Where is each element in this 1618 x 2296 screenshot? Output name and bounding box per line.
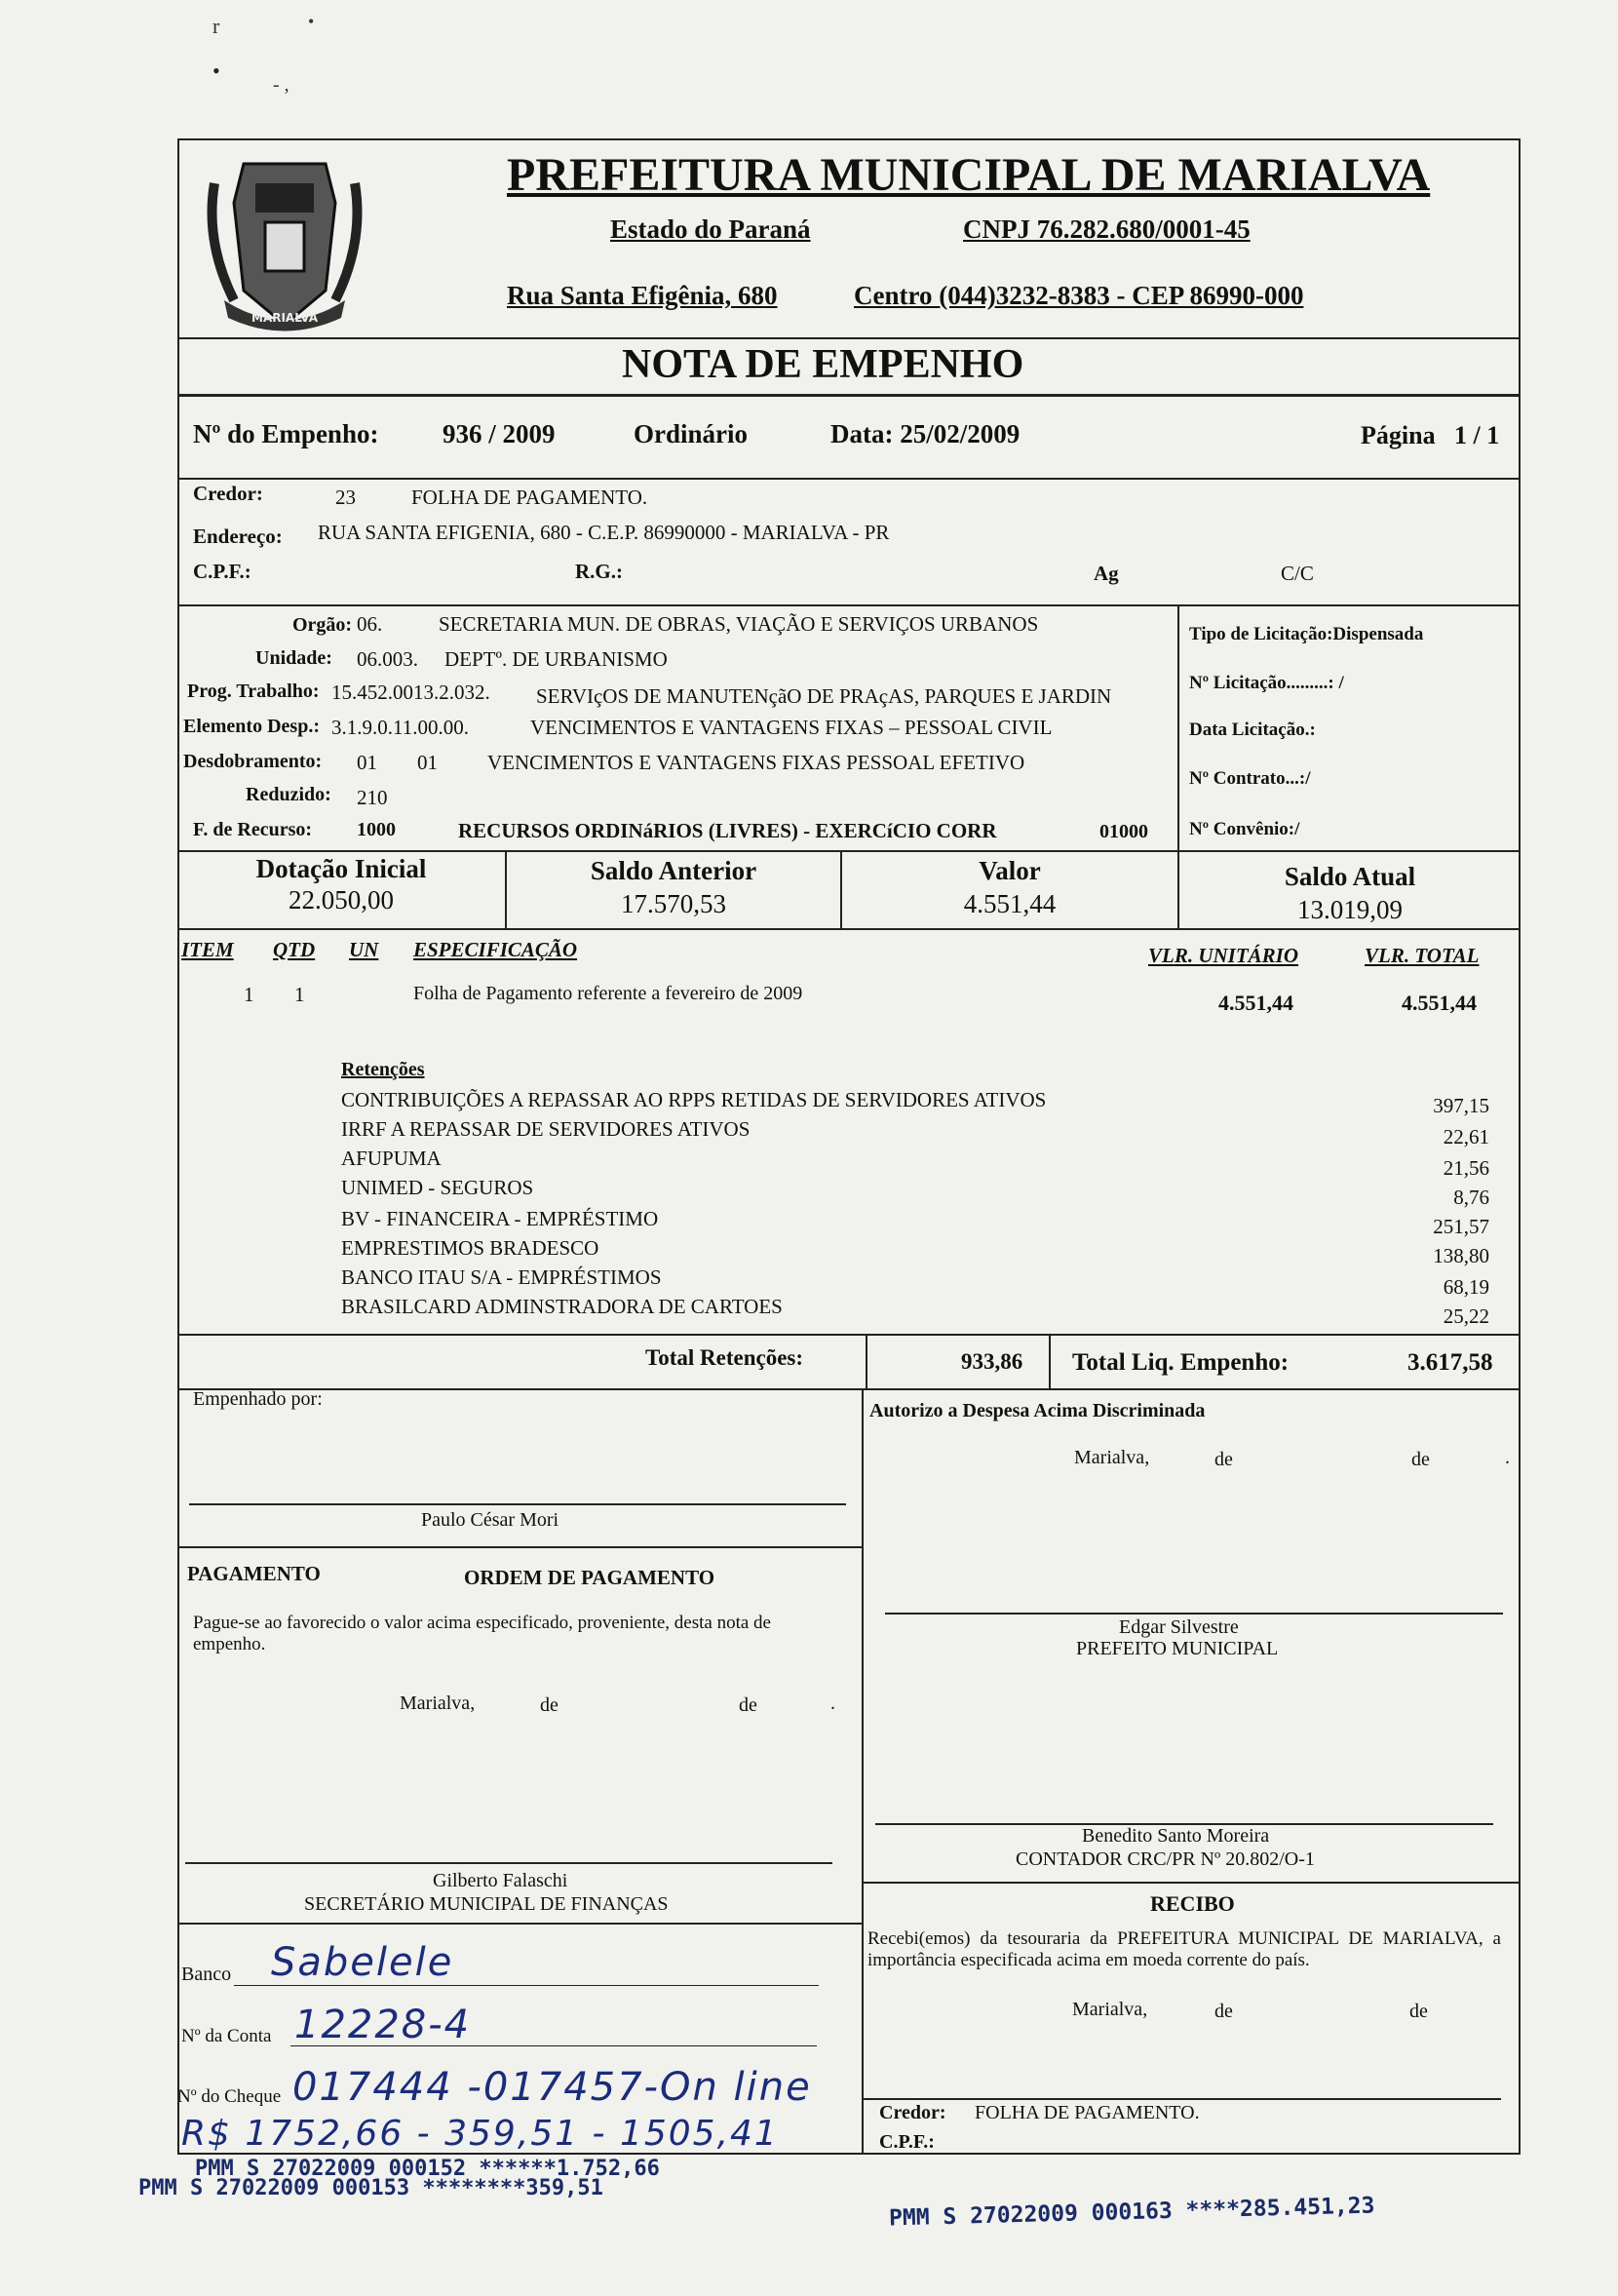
saldo-anterior-label: Saldo Anterior [590,856,757,885]
retencao-value: 22,61 [1443,1125,1489,1148]
divider [177,604,1521,606]
divider [177,394,1521,397]
licitacao-date: Data Licitação.: [1189,720,1316,740]
desdob-label: Desdobramento: [183,751,323,772]
rg-label: R.G.: [575,560,623,583]
trailing-dot: . [830,1693,835,1714]
cpf-label: C.P.F.: [193,560,251,583]
prog-name: SERVIçOS DE MANUTENçãO DE PRAçAS, PARQUES E JARDIN [536,684,1112,708]
signature-line [189,1503,846,1505]
retencao-value: 8,76 [1453,1186,1489,1209]
divider [177,928,1521,930]
retencao-value: 251,57 [1433,1215,1489,1238]
divider [177,1334,1521,1336]
scan-mark: r [212,14,220,38]
banco-handwritten: Sabelele [271,1940,454,1985]
empenho-number: 936 / 2009 [443,419,556,448]
elemento-label: Elemento Desp.: [183,716,320,737]
saldo-atual-value: 13.019,09 [1297,895,1403,924]
cheque-label: Nº do Cheque [177,2086,282,2107]
ordem-pagamento-label: ORDEM DE PAGAMENTO [464,1566,715,1589]
recurso-code-2: 01000 [1099,821,1148,842]
saldo-atual-label: Saldo Atual [1284,862,1416,891]
pagamento-label: PAGAMENTO [187,1562,321,1585]
crest-text: MARIALVA [251,311,318,325]
col-espec: ESPECIFICAÇÃO [413,938,578,961]
licitacao-type: Tipo de Licitação:Dispensada [1189,624,1424,644]
recibo-title: RECIBO [1150,1891,1235,1916]
empenhado-label: Empenhado por: [193,1388,323,1410]
place-label: Marialva, [400,1693,476,1714]
agency-label: Ag [1094,562,1119,585]
retencao-value: 25,22 [1443,1304,1489,1328]
item-total-value: 4.551,44 [1402,991,1477,1015]
col-un: UN [349,938,379,961]
recibo-cpf-label: C.P.F.: [879,2131,935,2153]
de-label: de [1411,1449,1430,1470]
field-line [234,1985,819,1986]
cnpj-label: CNPJ 76.282.680/0001-45 [963,214,1251,244]
retencao-value: 138,80 [1433,1244,1489,1267]
conta-handwritten: 12228-4 [294,2003,472,2047]
divider [177,1546,864,1548]
contrato-number: Nº Contrato...:/ [1189,768,1311,789]
de-label: de [1409,2001,1428,2022]
prefeito-title: PREFEITO MUNICIPAL [1076,1638,1279,1659]
divider [177,1923,864,1925]
rs-handwritten: R$ 1752,66 - 359,51 - 1505,41 [181,2114,779,2154]
credor-name: FOLHA DE PAGAMENTO. [411,486,648,509]
place-label: Marialva, [1074,1447,1150,1468]
secretario-title: SECRETÁRIO MUNICIPAL DE FINANÇAS [304,1893,669,1915]
elemento-name: VENCIMENTOS E VANTAGENS FIXAS – PESSOAL CIVIL [530,716,1053,739]
reduzido-label: Reduzido: [246,784,331,805]
prog-label: Prog. Trabalho: [187,681,320,702]
signature-line [885,1613,1503,1615]
dotacao-label: Dotação Inicial [255,854,427,883]
desdob-code-1: 01 [357,751,377,774]
secretario-name: Gilberto Falaschi [433,1870,568,1891]
address-label: Rua Santa Efigênia, 680 [507,281,778,310]
account-label: C/C [1281,562,1314,585]
divider [177,478,1521,480]
bank-stamp-1: PMM S 27022009 000152 ******1.752,66 [195,2157,660,2181]
col-qtd: QTD [273,938,316,961]
col-item: ITEM [181,938,234,961]
coat-of-arms-crest [195,144,374,339]
contador-title: CONTADOR CRC/PR Nº 20.802/O-1 [1016,1848,1315,1870]
document-type-title: NOTA DE EMPENHO [622,342,1024,387]
reduzido-value: 210 [357,786,388,809]
desdob-code-2: 01 [417,751,438,774]
divider [177,1388,1521,1390]
retencao-description: BANCO ITAU S/A - EMPRÉSTIMOS [341,1265,662,1289]
scan-mark: - , [273,74,289,96]
empenhado-name: Paulo César Mori [421,1509,559,1531]
scan-mark: • [212,58,220,83]
bank-stamp-2: PMM S 27022009 000153 ********359,51 [138,2176,603,2200]
address-contact-label: Centro (044)3232-8383 - CEP 86990-000 [854,281,1304,310]
recibo-credor-label: Credor: [879,2102,946,2123]
total-retencoes-value: 933,86 [961,1349,1023,1374]
cheque-handwritten: 017444 -017457-On line [292,2065,812,2110]
page-number: 1 / 1 [1454,421,1500,449]
divider [1049,1334,1051,1390]
desdob-name: VENCIMENTOS E VANTAGENS FIXAS PESSOAL EFETIVO [487,751,1025,774]
item-unit-value: 4.551,44 [1218,991,1293,1015]
convenio-number: Nº Convênio:/ [1189,819,1300,839]
empenho-type: Ordinário [634,419,749,448]
de-label: de [540,1694,559,1716]
scan-mark: • [308,12,315,31]
recurso-name: RECURSOS ORDINáRIOS (LIVRES) - EXERCíCIO CORR [458,819,997,842]
recibo-credor-name: FOLHA DE PAGAMENTO. [975,2102,1200,2123]
retencao-description: IRRF A REPASSAR DE SERVIDORES ATIVOS [341,1117,751,1141]
state-label: Estado do Paraná [610,214,811,244]
conta-label: Nº da Conta [181,2026,272,2046]
credor-label: Credor: [193,482,263,505]
prog-code: 15.452.0013.2.032. [331,681,490,704]
unidade-name: DEPTº. DE URBANISMO [444,647,668,671]
retencao-value: 68,19 [1443,1275,1489,1299]
total-liq-label: Total Liq. Empenho: [1072,1349,1290,1376]
retencao-value: 397,15 [1433,1094,1489,1117]
retencao-description: AFUPUMA [341,1147,442,1170]
signature-line [185,1862,832,1864]
retencao-description: BV - FINANCEIRA - EMPRÉSTIMO [341,1207,659,1230]
valor-value: 4.551,44 [963,889,1057,918]
recurso-label: F. de Recurso: [193,819,313,840]
signature-line [864,2098,1501,2100]
autorizo-text: Autorizo a Despesa Acima Discriminada [869,1400,1206,1421]
bank-stamp-3: PMM S 27022009 000163 ****285.451,23 [888,2193,1375,2232]
divider [177,850,1521,852]
dotacao-value: 22.050,00 [289,885,394,915]
col-vlr-total: VLR. TOTAL [1365,944,1480,967]
unidade-code: 06.003. [357,647,418,671]
retencao-value: 21,56 [1443,1156,1489,1180]
page-label: Página [1361,421,1436,449]
retencoes-title: Retenções [341,1059,425,1080]
retencao-description: CONTRIBUIÇÕES A REPASSAR AO RPPS RETIDAS DE SERVIDORES ATIVOS [341,1088,1047,1111]
de-label: de [1214,1449,1233,1470]
unidade-label: Unidade: [255,647,332,669]
de-label: de [739,1694,757,1716]
place-label: Marialva, [1072,1999,1148,2020]
retencao-description: UNIMED - SEGUROS [341,1176,534,1199]
empenho-date: Data: 25/02/2009 [830,419,1021,448]
banco-label: Banco [181,1964,232,1985]
valor-label: Valor [979,856,1041,885]
page-title: PREFEITURA MUNICIPAL DE MARIALVA [507,149,1431,201]
trailing-dot: . [1505,1447,1510,1468]
address-field-label: Endereço: [193,525,283,548]
orgao-label: Orgão: [292,614,353,636]
credor-address: RUA SANTA EFIGENIA, 680 - C.E.P. 86990000 - MARIALVA - PR [318,521,890,544]
retencao-description: BRASILCARD ADMINSTRADORA DE CARTOES [341,1295,783,1318]
divider [862,1882,1521,1884]
item-number: 1 [244,983,254,1006]
retencao-description: EMPRESTIMOS BRADESCO [341,1236,599,1260]
credor-code: 23 [335,486,356,509]
recurso-code: 1000 [357,819,396,840]
divider [177,337,1521,339]
total-liq-value: 3.617,58 [1407,1349,1493,1376]
item-description: Folha de Pagamento referente a fevereiro de 2009 [413,983,803,1004]
contador-name: Benedito Santo Moreira [1082,1825,1270,1847]
total-retencoes-label: Total Retenções: [645,1345,804,1370]
item-qtd: 1 [294,983,305,1006]
licitacao-number: Nº Licitação.........: / [1189,673,1344,693]
orgao-name: SECRETARIA MUN. DE OBRAS, VIAÇÃO E SERVIÇOS URBANOS [439,612,1039,636]
prefeito-name: Edgar Silvestre [1119,1616,1239,1638]
recibo-text: Recebi(emos) da tesouraria da PREFEITURA MUNICIPAL DE MARIALVA, a importância especificada acima em moeda corrente do país. [867,1928,1501,1970]
divider [1177,604,1179,850]
divider [862,1388,864,2155]
pague-text: Pague-se ao favorecido o valor acima especificado, proveniente, desta nota de empenho. [193,1613,771,1654]
de-label: de [1214,2001,1233,2022]
col-vlr-unit: VLR. UNITÁRIO [1148,944,1299,967]
orgao-code: 06. [357,612,383,636]
divider [866,1334,867,1390]
empenho-number-label: Nº do Empenho: [193,419,379,448]
elemento-code: 3.1.9.0.11.00.00. [331,716,469,739]
saldo-anterior-value: 17.570,53 [621,889,726,918]
